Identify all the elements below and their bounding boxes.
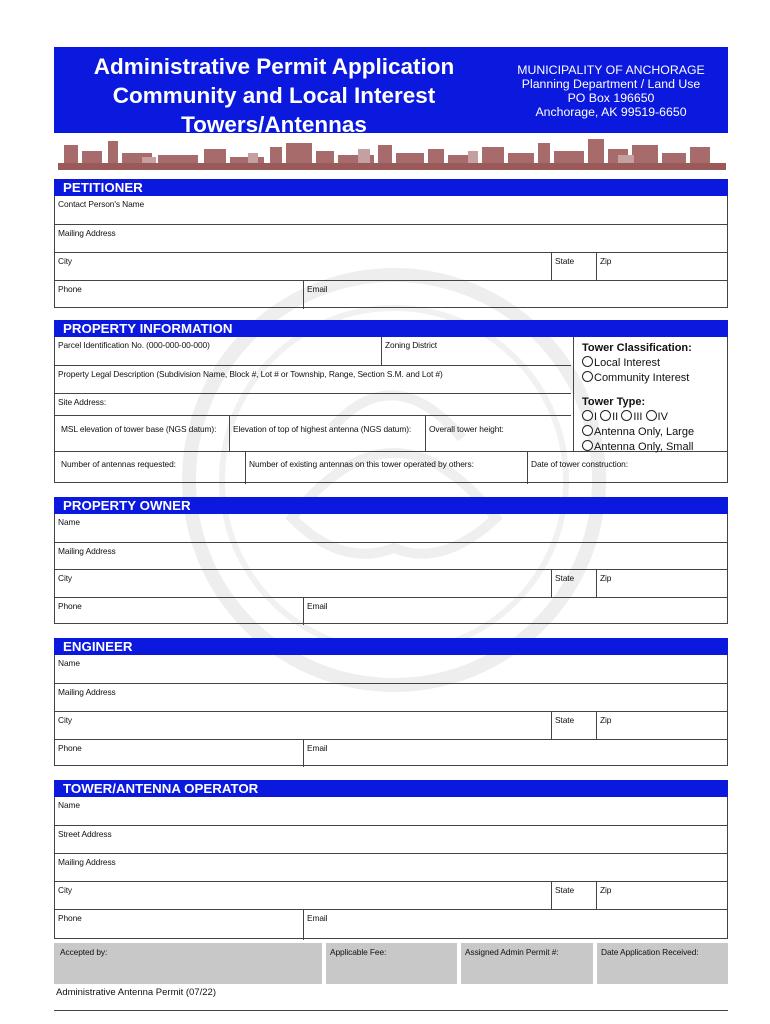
title-line-3: Towers/Antennas bbox=[181, 112, 367, 137]
anchorage-skyline-image bbox=[58, 133, 726, 170]
tower-type-title: Tower Type: bbox=[582, 396, 646, 408]
agency-address bbox=[494, 63, 728, 119]
title-line-2: Community and Local Interest bbox=[112, 83, 436, 108]
mailing-label: Mailing Address bbox=[58, 228, 116, 238]
construction-date-field[interactable] bbox=[527, 452, 727, 484]
engineer-city-label: City bbox=[58, 715, 73, 725]
fee-label: Applicable Fee: bbox=[330, 947, 387, 957]
operator-city-row bbox=[55, 881, 727, 910]
petitioner-section bbox=[54, 196, 728, 308]
engineer-mailing-label: Mailing Address bbox=[58, 687, 116, 697]
operator-state-label: State bbox=[555, 885, 575, 895]
petitioner-phone-row bbox=[55, 280, 727, 309]
operator-city-field[interactable] bbox=[55, 882, 551, 910]
contact-name-label: Contact Person's Name bbox=[58, 199, 145, 209]
type-small-label: Antenna Only, Small bbox=[594, 441, 694, 453]
footer-rule bbox=[54, 943, 728, 1011]
owner-city-label: City bbox=[58, 573, 73, 583]
class-community-option[interactable] bbox=[582, 371, 692, 386]
classification-divider bbox=[573, 337, 574, 451]
engineer-email-label: Email bbox=[307, 743, 328, 753]
owner-city-field[interactable] bbox=[55, 570, 551, 598]
legal-desc-field[interactable] bbox=[55, 365, 571, 394]
tower-type-group bbox=[582, 395, 694, 455]
owner-phone-label: Phone bbox=[58, 601, 82, 611]
zoning-field[interactable] bbox=[381, 337, 571, 365]
class-community-radio[interactable] bbox=[582, 371, 593, 382]
phone-label: Phone bbox=[58, 284, 82, 294]
owner-header: PROPERTY OWNER bbox=[54, 497, 728, 514]
class-local-label: Local Interest bbox=[594, 357, 661, 369]
construction-date-label: Date of tower construction: bbox=[531, 459, 628, 469]
type-i-label: I bbox=[594, 411, 598, 423]
type-iv-option[interactable] bbox=[646, 411, 668, 423]
parcel-id-label: Parcel Identification No. (000-000-00-000) bbox=[58, 340, 210, 350]
city-zip: Anchorage, AK 99519-6650 bbox=[535, 105, 687, 119]
num-antennas-field[interactable] bbox=[55, 452, 245, 484]
petitioner-zip-field[interactable] bbox=[596, 253, 727, 281]
engineer-city-row bbox=[55, 711, 727, 740]
parcel-id-field[interactable] bbox=[55, 337, 381, 365]
email-label: Email bbox=[307, 284, 328, 294]
property-header: PROPERTY INFORMATION bbox=[54, 320, 728, 337]
owner-city-row bbox=[55, 569, 727, 598]
class-local-radio[interactable] bbox=[582, 356, 593, 367]
header-banner bbox=[54, 47, 728, 137]
existing-antennas-label: Number of existing antennas on this tower operated by others: bbox=[249, 459, 474, 469]
accepted-by-label: Accepted by: bbox=[60, 947, 108, 957]
parcel-row bbox=[55, 337, 571, 365]
classification-title: Tower Classification: bbox=[582, 342, 692, 354]
department-name: Planning Department / Land Use bbox=[521, 77, 701, 91]
operator-state-field[interactable] bbox=[551, 882, 596, 910]
owner-name-field[interactable] bbox=[55, 514, 727, 542]
type-large-option[interactable] bbox=[582, 425, 694, 440]
antenna-elevation-label: Elevation of top of highest antenna (NGS datum): bbox=[233, 424, 412, 434]
owner-state-field[interactable] bbox=[551, 570, 596, 598]
site-address-field[interactable] bbox=[55, 393, 571, 416]
type-ii-label: II bbox=[612, 411, 619, 423]
zoning-label: Zoning District bbox=[385, 340, 438, 350]
operator-city-label: City bbox=[58, 885, 73, 895]
petitioner-mailing-field[interactable] bbox=[55, 224, 727, 253]
owner-zip-label: Zip bbox=[600, 573, 612, 583]
engineer-header: ENGINEER bbox=[54, 638, 728, 655]
owner-email-label: Email bbox=[307, 601, 328, 611]
city-label: City bbox=[58, 256, 73, 266]
legal-desc-label: Property Legal Description (Subdivision Name, Block #, Lot # or Township, Range, Section S.M. and Lot #) bbox=[58, 369, 443, 379]
owner-email-field[interactable] bbox=[303, 598, 727, 625]
engineer-email-field[interactable] bbox=[303, 740, 727, 767]
operator-name-field[interactable] bbox=[55, 797, 727, 825]
tower-classification-group bbox=[582, 341, 692, 386]
class-community-label: Community Interest bbox=[594, 372, 690, 384]
operator-phone-field[interactable] bbox=[55, 910, 303, 940]
msl-elevation-field[interactable] bbox=[55, 416, 229, 452]
petitioner-city-field[interactable] bbox=[55, 253, 551, 281]
owner-phone-row bbox=[55, 597, 727, 625]
engineer-section bbox=[54, 655, 728, 766]
office-use-row bbox=[54, 943, 728, 1011]
operator-phone-label: Phone bbox=[58, 913, 82, 923]
petitioner-header: PETITIONER bbox=[54, 179, 728, 196]
class-local-option[interactable] bbox=[582, 356, 692, 371]
type-large-radio[interactable] bbox=[582, 425, 593, 436]
tower-height-label: Overall tower height: bbox=[429, 424, 504, 434]
type-small-option[interactable] bbox=[582, 440, 694, 455]
elevation-row bbox=[55, 415, 571, 452]
petitioner-state-field[interactable] bbox=[551, 253, 596, 281]
date-received-label: Date Application Received: bbox=[601, 947, 699, 957]
operator-street-field[interactable] bbox=[55, 825, 727, 854]
type-ii-radio[interactable] bbox=[600, 410, 611, 421]
operator-header: TOWER/ANTENNA OPERATOR bbox=[54, 780, 728, 797]
owner-phone-field[interactable] bbox=[55, 598, 303, 625]
petitioner-phone-field[interactable] bbox=[55, 281, 303, 309]
engineer-phone-label: Phone bbox=[58, 743, 82, 753]
tower-height-field[interactable] bbox=[425, 416, 571, 452]
engineer-zip-field[interactable] bbox=[596, 712, 727, 740]
operator-name-label: Name bbox=[58, 800, 80, 810]
engineer-phone-field[interactable] bbox=[55, 740, 303, 767]
type-ii-option[interactable] bbox=[600, 411, 618, 423]
antenna-elevation-field[interactable] bbox=[229, 416, 425, 452]
operator-mailing-label: Mailing Address bbox=[58, 857, 116, 867]
form-id: Administrative Antenna Permit (07/22) bbox=[56, 987, 216, 998]
petitioner-city-row bbox=[55, 252, 727, 281]
type-small-radio[interactable] bbox=[582, 440, 593, 451]
owner-section bbox=[54, 514, 728, 624]
operator-email-field[interactable] bbox=[303, 910, 727, 940]
engineer-mailing-field[interactable] bbox=[55, 683, 727, 712]
petitioner-contact-field[interactable] bbox=[55, 196, 727, 224]
type-iii-label: III bbox=[633, 411, 643, 423]
operator-mailing-field[interactable] bbox=[55, 853, 727, 882]
engineer-phone-row bbox=[55, 739, 727, 767]
operator-section bbox=[54, 797, 728, 939]
type-iv-label: IV bbox=[657, 411, 668, 423]
engineer-zip-label: Zip bbox=[600, 715, 612, 725]
existing-antennas-field[interactable] bbox=[245, 452, 527, 484]
type-iii-radio[interactable] bbox=[621, 410, 632, 421]
operator-street-label: Street Address bbox=[58, 829, 112, 839]
owner-mailing-field[interactable] bbox=[55, 542, 727, 570]
tower-type-roman-row bbox=[582, 410, 694, 425]
engineer-name-field[interactable] bbox=[55, 655, 727, 683]
property-section bbox=[54, 337, 728, 483]
operator-zip-field[interactable] bbox=[596, 882, 727, 910]
engineer-state-field[interactable] bbox=[551, 712, 596, 740]
site-address-label: Site Address: bbox=[58, 397, 107, 407]
operator-phone-row bbox=[55, 909, 727, 940]
zip-label: Zip bbox=[600, 256, 612, 266]
type-iii-option[interactable] bbox=[621, 411, 642, 423]
operator-zip-label: Zip bbox=[600, 885, 612, 895]
title-line-1: Administrative Permit Application bbox=[93, 54, 455, 79]
antenna-count-row bbox=[55, 451, 727, 484]
agency-name: MUNICIPALITY OF ANCHORAGE bbox=[517, 63, 705, 77]
type-iv-radio[interactable] bbox=[646, 410, 657, 421]
owner-zip-field[interactable] bbox=[596, 570, 727, 598]
type-i-option[interactable] bbox=[582, 411, 597, 423]
operator-email-label: Email bbox=[307, 913, 328, 923]
form-title bbox=[54, 52, 494, 139]
po-box: PO Box 196650 bbox=[567, 91, 655, 105]
owner-mailing-label: Mailing Address bbox=[58, 546, 116, 556]
msl-elevation-label: MSL elevation of tower base (NGS datum): bbox=[61, 424, 217, 434]
engineer-city-field[interactable] bbox=[55, 712, 551, 740]
owner-state-label: State bbox=[555, 573, 575, 583]
type-large-label: Antenna Only, Large bbox=[594, 426, 695, 438]
engineer-state-label: State bbox=[555, 715, 575, 725]
state-label: State bbox=[555, 256, 575, 266]
owner-name-label: Name bbox=[58, 517, 80, 527]
permit-no-label: Assigned Admin Permit #: bbox=[465, 947, 559, 957]
type-i-radio[interactable] bbox=[582, 410, 593, 421]
num-antennas-label: Number of antennas requested: bbox=[61, 459, 176, 469]
petitioner-email-field[interactable] bbox=[303, 281, 727, 309]
engineer-name-label: Name bbox=[58, 658, 80, 668]
